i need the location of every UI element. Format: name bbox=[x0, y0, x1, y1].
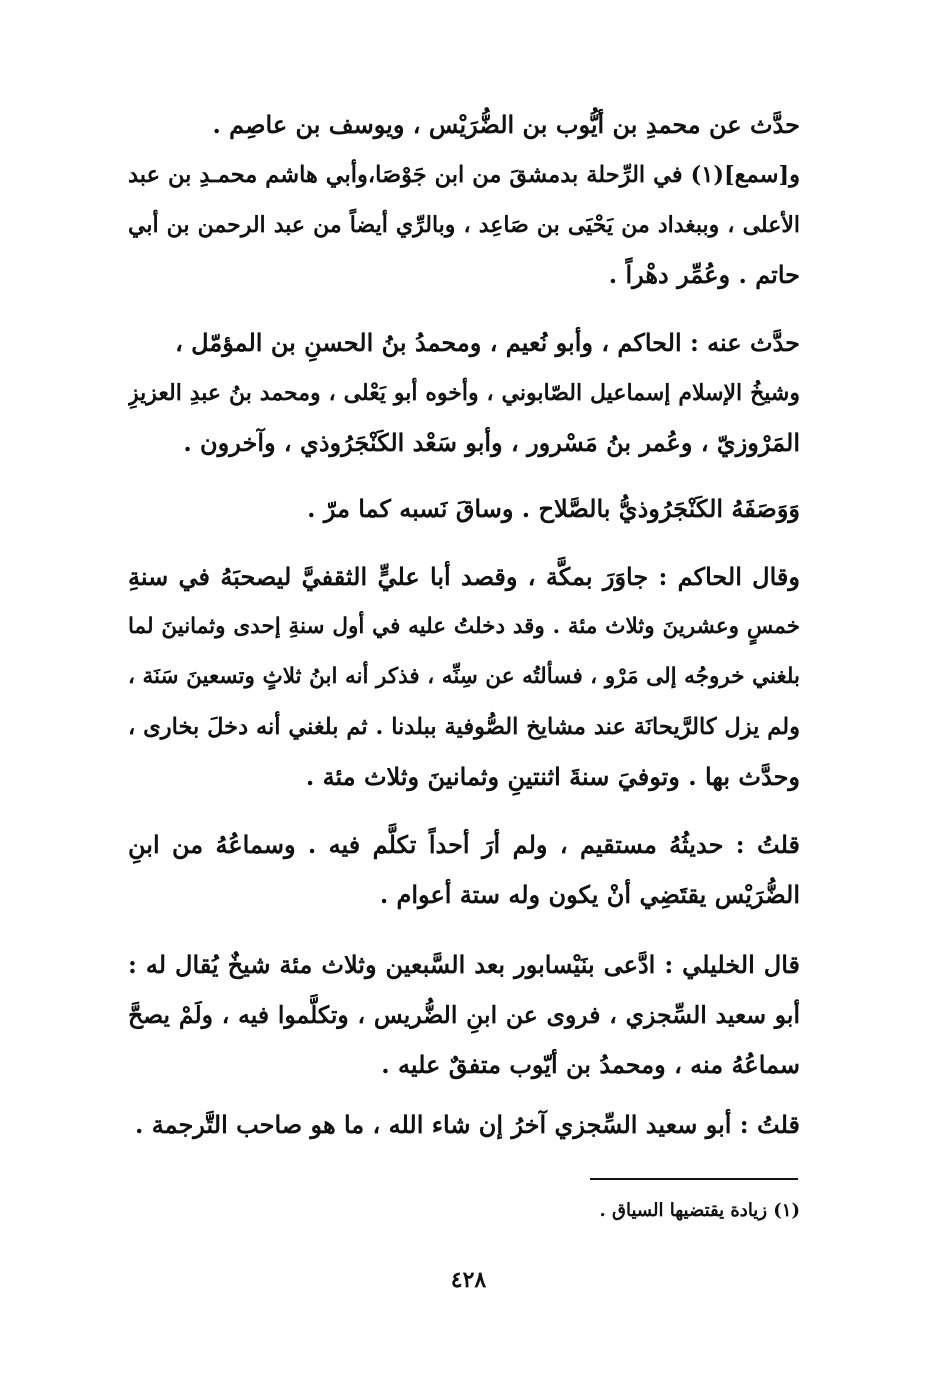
text-line: سماعُهُ منه ، ومحمدُ بن أيّوب متفقٌ عليه . bbox=[381, 1050, 800, 1079]
text-line: وقال الحاكم : جاوَرَ بمكَّة ، وقصد أبا عليٍّ الثقفيَّ ليصحبَهُ في سنةِ bbox=[128, 562, 800, 591]
paragraph-qultu-1 bbox=[128, 820, 800, 920]
text-line: قلتُ : أبو سعيد السِّجزي آخرُ إن شاء الله ، ما هو صاحب التَّرجمة . bbox=[134, 1110, 800, 1139]
page-number: ٤٢٨ bbox=[450, 1267, 487, 1293]
paragraph-teaching bbox=[128, 100, 800, 300]
text-line: خمسٍ وعشرينَ وثلاث مئة . وقد دخلتُ عليه في أول سنةِ إحدى وثمانينَ لما bbox=[128, 614, 800, 639]
text-line: الأعلى ، وببغداد من يَحْيَى بن صَاعِد ، وبالرِّي أيضاً من عبد الرحمن بن أبي bbox=[128, 212, 800, 238]
text-line: أبو سعيد السِّجزي ، فروى عن ابنِ الضُّريس ، وتكلَّموا فيه ، ولَمْ يصحَّ bbox=[128, 1001, 800, 1029]
footnote-divider bbox=[590, 1178, 798, 1180]
text-line: الضُّرَيْس يقتَضِي أنْ يكون وله ستة أعوام . bbox=[379, 880, 800, 909]
paragraph-khalili bbox=[128, 940, 800, 1090]
paragraph-students bbox=[128, 318, 800, 468]
paragraph-hakim bbox=[128, 552, 800, 802]
text-line: ولم يزل كالرَّيحانَة عند مشايخ الصُّوفية ببلدنا . ثم بلغني أنه دخلَ بخارى ، bbox=[128, 714, 800, 740]
text-line: حدَّث عنه : الحاكم ، وأبو نُعيم ، ومحمدُ بنُ الحسنِ بن المؤمّل ، bbox=[175, 328, 800, 357]
text-line: حدَّث عن محمدِ بن أيُّوب بن الضُّرَيْس ، ويوسف بن عاصِم . bbox=[212, 110, 800, 139]
text-line: حاتم . وعُمِّر دهْراً . bbox=[608, 260, 800, 289]
footnote: (١) زيادة يقتضيها السياق . bbox=[599, 1200, 800, 1221]
paragraph-description bbox=[128, 484, 800, 534]
text-line: قلتُ : حديثُهُ مستقيم ، ولم أرَ أحداً تكلَّم فيه . وسماعُهُ من ابنِ bbox=[128, 830, 800, 859]
text-line: و[سمع](١) في الرِّحلة بدمشقَ من ابن جَوْصَا،وأبي هاشم محمـدِ بن عبد bbox=[128, 162, 800, 188]
paragraph-qultu-2 bbox=[128, 1100, 800, 1150]
text-line: المَرْوزيّ ، وعُمر بنُ مَسْرور ، وأبو سَعْد الكَنْجَرُوذي ، وآخرون . bbox=[183, 428, 800, 457]
text-line: وحدَّث بها . وتوفيَ سنةَ اثنتينِ وثمانينَ وثلاث مئة . bbox=[305, 762, 800, 791]
text-line: وشيخُ الإسلام إسماعيل الصّابوني ، وأخوه أبو يَعْلى ، ومحمد بنُ عبدِ العزيزِ bbox=[128, 380, 800, 406]
text-line: بلغني خروجُه إلى مَرْو ، فسألتُه عن سِنِّه ، فذكر أنه ابنُ ثلاثٍ وتسعينَ سَنَة ، bbox=[128, 664, 800, 689]
text-line: وَوَصَفَهُ الكَنْجَرُوذيُّ بالصَّلاح . وساقَ نَسبه كما مرّ . bbox=[307, 494, 800, 523]
text-line: قال الخليلي : ادَّعى بنَيْسابور بعد السَّبعين وثلاث مئة شيخٌ يُقال له : bbox=[128, 950, 800, 979]
